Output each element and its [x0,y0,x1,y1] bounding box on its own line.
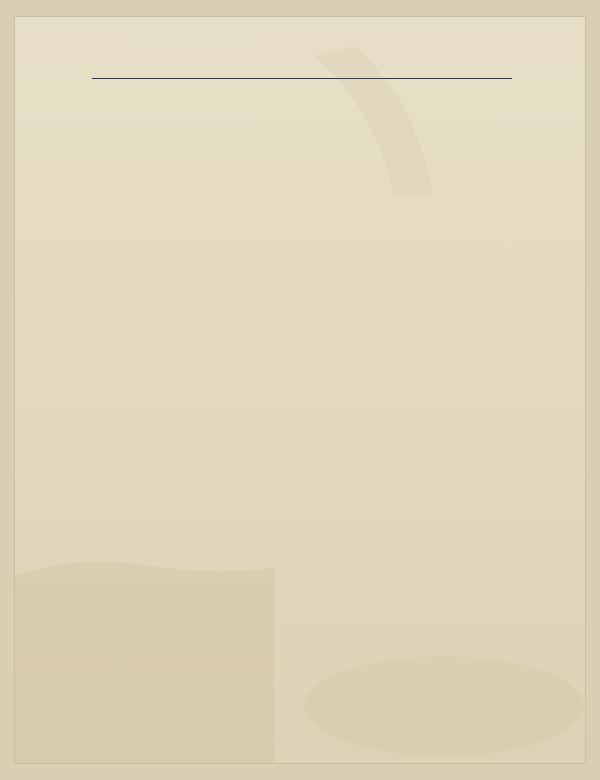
page-number [104,56,112,74]
ruled-grid [14,16,586,764]
top-rule [92,78,512,79]
manuscript-page [14,16,586,764]
